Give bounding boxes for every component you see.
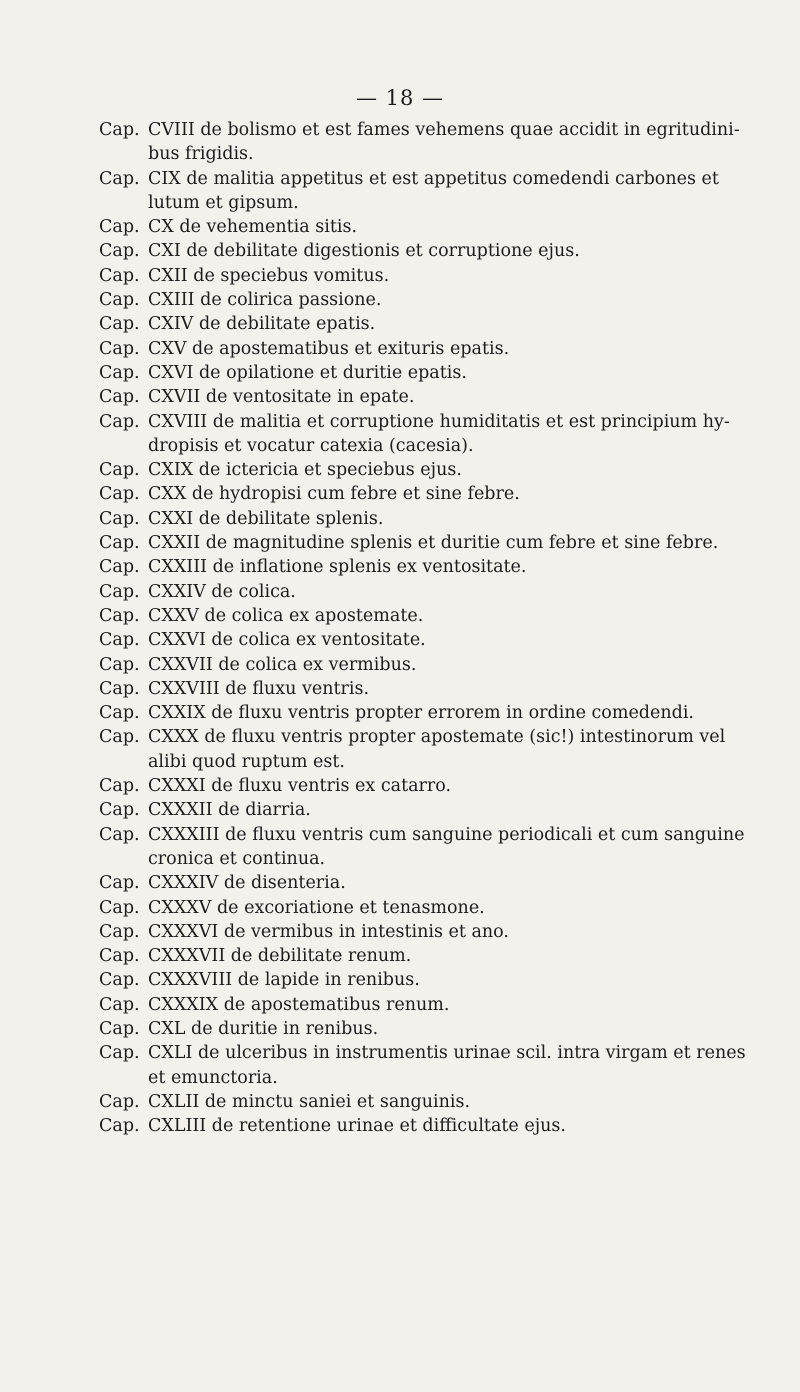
chapter-label: Cap.	[99, 533, 140, 554]
chapter-entry	[99, 1114, 799, 1138]
chapter-title: CXIII de colirica passione.	[148, 290, 382, 311]
chapter-title: CXXXII de diarria.	[148, 800, 311, 821]
chapter-entry	[99, 798, 799, 822]
chapter-label: Cap.	[99, 460, 140, 481]
chapter-title: CXXVI de colica ex ventositate.	[148, 630, 426, 651]
chapter-label: Cap.	[99, 970, 140, 991]
chapter-title: CXII de speciebus vomitus.	[148, 265, 390, 286]
chapter-entry	[99, 1041, 799, 1090]
chapter-label: Cap.	[99, 824, 140, 845]
chapter-title: CXVIII de malitia et corruptione humiditatis et est principium hy- dropisis et vocatur catexia (cacesia).	[148, 411, 730, 456]
chapter-title: CXXII de magnitudine splenis et duritie cum febre et sine febre.	[148, 533, 719, 554]
chapter-label: Cap.	[99, 630, 140, 651]
chapter-entry	[99, 215, 799, 239]
chapter-title: CXI de debilitate digestionis et corruptione ejus.	[148, 241, 580, 262]
chapter-label: Cap.	[99, 654, 140, 675]
chapter-title: CX de vehementia sitis.	[148, 217, 358, 238]
chapter-title: CIX de malitia appetitus et est appetitus comedendi carbones et lutum et gipsum.	[148, 168, 719, 213]
chapter-label: Cap.	[99, 120, 140, 140]
chapter-entry	[99, 920, 799, 944]
chapter-title: CXXXIV de disenteria.	[148, 873, 346, 894]
chapter-title: CXXXIX de apostematibus renum.	[148, 994, 450, 1015]
chapter-title: CXXV de colica ex apostemate.	[148, 605, 424, 626]
chapter-title: CXXIX de fluxu ventris propter errorem in ordine comedendi.	[148, 703, 694, 724]
chapter-label: Cap.	[99, 581, 140, 602]
chapter-entry	[99, 288, 799, 312]
chapter-title: CXXXIII de fluxu ventris cum sanguine periodicali et cum sanguine cronica et continua.	[148, 824, 745, 869]
chapter-title: CXXXVI de vermibus in intestinis et ano.	[148, 921, 509, 942]
chapter-entry	[99, 312, 799, 336]
chapter-entry	[99, 896, 799, 920]
chapter-entry	[99, 458, 799, 482]
chapter-title: CVIII de bolismo et est fames vehemens quae accidit in egritudini- bus frigidis.	[148, 120, 740, 165]
chapter-title: CXIV de debilitate epatis.	[148, 314, 376, 335]
chapter-entry	[99, 118, 799, 167]
chapter-entry	[99, 239, 799, 263]
chapter-label: Cap.	[99, 557, 140, 578]
chapter-label: Cap.	[99, 411, 140, 432]
chapter-label: Cap.	[99, 484, 140, 505]
chapter-title: CXXIV de colica.	[148, 581, 296, 602]
chapter-label: Cap.	[99, 921, 140, 942]
chapter-entry	[99, 701, 799, 725]
chapter-title: CXXI de debilitate splenis.	[148, 508, 384, 529]
chapter-title: CXXXI de fluxu ventris ex catarro.	[148, 776, 452, 797]
chapter-entry	[99, 507, 799, 531]
page-number: — 18 —	[355, 86, 445, 110]
chapter-entry	[99, 264, 799, 288]
chapter-entry	[99, 482, 799, 506]
chapter-title: CXXVIII de fluxu ventris.	[148, 678, 370, 699]
chapter-label: Cap.	[99, 776, 140, 797]
chapter-title: CXLIII de retentione urinae et difficultate ejus.	[148, 1116, 566, 1137]
chapter-entry	[99, 167, 799, 216]
chapter-label: Cap.	[99, 994, 140, 1015]
chapter-label: Cap.	[99, 727, 140, 748]
chapter-entry	[99, 1090, 799, 1114]
chapter-entry	[99, 531, 799, 555]
chapter-label: Cap.	[99, 946, 140, 967]
chapter-title: CXXX de fluxu ventris propter apostemate (sic!) intestinorum vel alibi quod ruptum est.	[148, 727, 726, 772]
chapter-label: Cap.	[99, 897, 140, 918]
chapter-title: CXX de hydropisi cum febre et sine febre.	[148, 484, 520, 505]
chapter-label: Cap.	[99, 873, 140, 894]
chapter-entry	[99, 410, 799, 459]
chapter-label: Cap.	[99, 290, 140, 311]
chapter-title: CXXXVIII de lapide in renibus.	[148, 970, 420, 991]
chapter-entry	[99, 337, 799, 361]
chapter-label: Cap.	[99, 265, 140, 286]
chapter-title: CXLII de minctu saniei et sanguinis.	[148, 1091, 471, 1112]
chapter-entry	[99, 361, 799, 385]
chapter-title: CXL de duritie in renibus.	[148, 1018, 379, 1039]
chapter-label: Cap.	[99, 241, 140, 262]
chapter-label: Cap.	[99, 314, 140, 335]
chapter-entry	[99, 968, 799, 992]
chapter-label: Cap.	[99, 168, 140, 189]
chapter-entry	[99, 1017, 799, 1041]
chapter-list	[99, 118, 799, 1138]
chapter-title: CXXIII de inflatione splenis ex ventositate.	[148, 557, 527, 578]
chapter-label: Cap.	[99, 605, 140, 626]
chapter-entry	[99, 823, 799, 872]
chapter-entry	[99, 993, 799, 1017]
chapter-title: CXXXV de excoriatione et tenasmone.	[148, 897, 485, 918]
chapter-title: CXV de apostematibus et exituris epatis.	[148, 338, 510, 359]
chapter-entry	[99, 385, 799, 409]
chapter-title: CXXVII de colica ex vermibus.	[148, 654, 417, 675]
chapter-label: Cap.	[99, 1018, 140, 1039]
chapter-label: Cap.	[99, 1116, 140, 1137]
chapter-entry	[99, 580, 799, 604]
chapter-entry	[99, 944, 799, 968]
chapter-entry	[99, 774, 799, 798]
chapter-label: Cap.	[99, 338, 140, 359]
chapter-label: Cap.	[99, 387, 140, 408]
chapter-entry	[99, 871, 799, 895]
chapter-entry	[99, 653, 799, 677]
chapter-label: Cap.	[99, 1091, 140, 1112]
chapter-title: CXVI de opilatione et duritie epatis.	[148, 362, 467, 383]
chapter-title: CXLI de ulceribus in instrumentis urinae scil. intra virgam et renes et emunctoria.	[148, 1043, 746, 1088]
chapter-entry	[99, 555, 799, 579]
chapter-title: CXIX de ictericia et speciebus ejus.	[148, 460, 462, 481]
chapter-label: Cap.	[99, 678, 140, 699]
chapter-label: Cap.	[99, 217, 140, 238]
chapter-entry	[99, 677, 799, 701]
chapter-entry	[99, 604, 799, 628]
chapter-label: Cap.	[99, 508, 140, 529]
chapter-label: Cap.	[99, 1043, 140, 1064]
chapter-title: CXXXVII de debilitate renum.	[148, 946, 412, 967]
chapter-entry	[99, 725, 799, 774]
chapter-entry	[99, 628, 799, 652]
chapter-label: Cap.	[99, 703, 140, 724]
chapter-label: Cap.	[99, 800, 140, 821]
chapter-label: Cap.	[99, 362, 140, 383]
chapter-title: CXVII de ventositate in epate.	[148, 387, 415, 408]
